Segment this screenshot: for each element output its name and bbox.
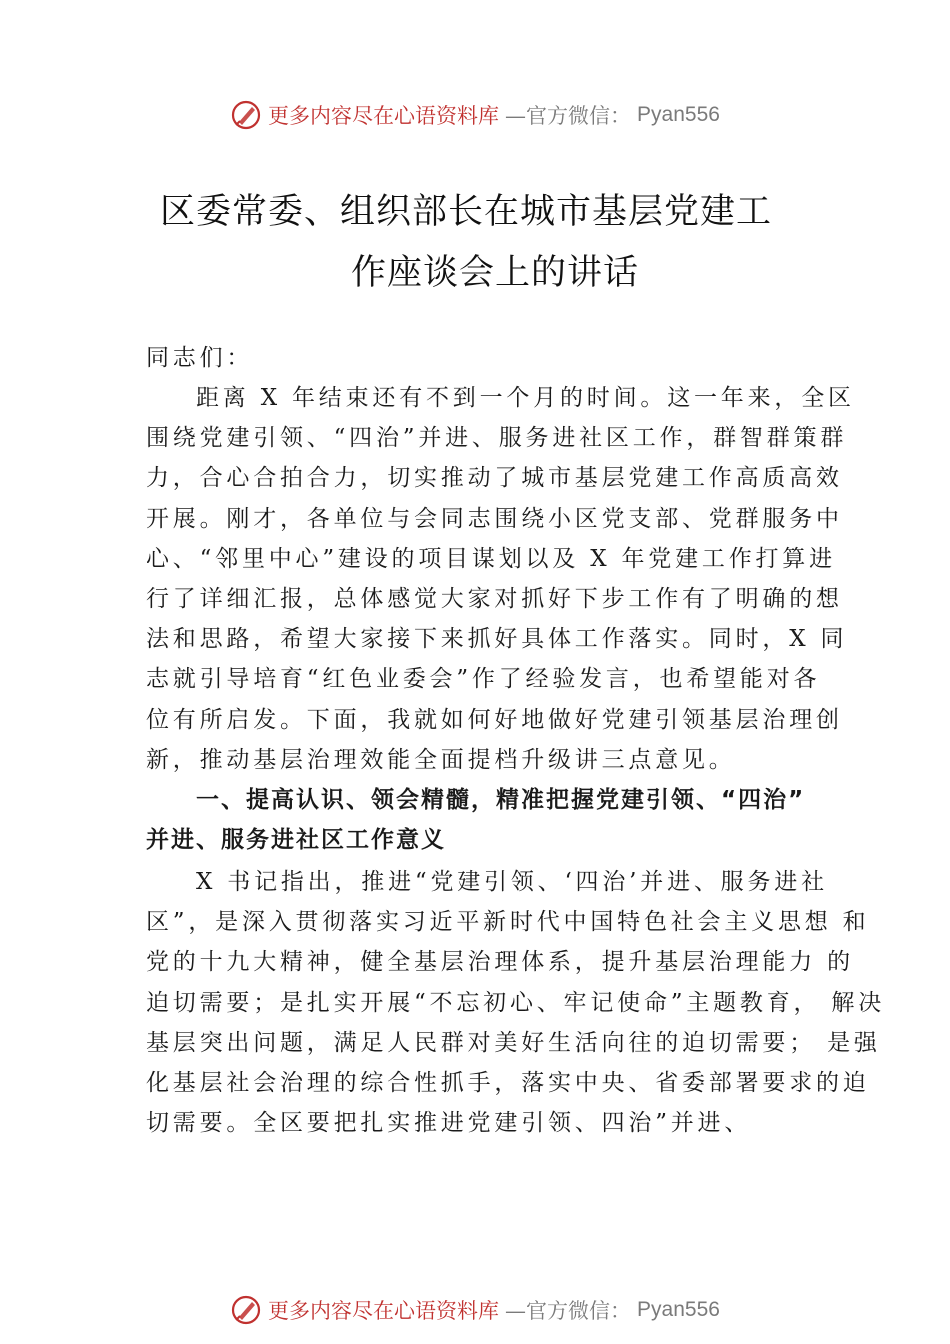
watermark-banner-bottom bbox=[0, 1290, 950, 1330]
paragraph-2 bbox=[146, 862, 886, 1143]
section-heading-1 bbox=[146, 780, 836, 860]
heading-line: 一、提高认识、领会精髓，精准把握党建引领、“四治” bbox=[196, 787, 806, 813]
paragraph-line: 基层突出问题，满足人民群对美好生活向往的迫切需要； 是强 bbox=[146, 1029, 881, 1056]
pen-circle-logo-icon bbox=[230, 99, 262, 131]
paragraph-1 bbox=[146, 378, 855, 780]
paragraph-line: 党的十九大精神，健全基层治理体系，提升基层治理能力 的 bbox=[146, 949, 854, 976]
paragraph-line: 迫切需要；是扎实开展“不忘初心、牢记使命”主题教育， 解决 bbox=[146, 989, 886, 1016]
paragraph-line: 切需要。全区要把扎实推进党建引领、四治”并进、 bbox=[146, 1110, 752, 1137]
paragraph-line: 心、“邻里中心”建设的项目谋划以及 X 年党建工作打算进 bbox=[146, 545, 836, 572]
pen-circle-logo-icon bbox=[230, 1294, 262, 1326]
paragraph-line: 位有所启发。下面，我就如何好地做好党建引领基层治理创 bbox=[146, 706, 843, 733]
watermark-text-gray: —官方微信： bbox=[505, 1299, 632, 1323]
paragraph-line: 化基层社会治理的综合性抓手，落实中央、省委部署要求的迫 bbox=[146, 1070, 870, 1097]
paragraph-line: 开展。刚才，各单位与会同志围绕小区党支部、党群服务中 bbox=[146, 505, 843, 532]
heading-line: 并进、服务进社区工作意义 bbox=[146, 827, 446, 854]
paragraph-line: X 书记指出，推进“党建引领、‘四治’并进、服务进社 bbox=[196, 869, 828, 895]
paragraph-line: 距离 X 年结束还有不到一个月的时间。这一年来，全区 bbox=[196, 385, 855, 411]
paragraph-line: 力，合心合拍合力，切实推动了城市基层党建工作高质高效 bbox=[146, 465, 843, 492]
paragraph-line: 行了详细汇报，总体感觉大家对抓好下步工作有了明确的想 bbox=[146, 586, 843, 613]
watermark-text-red: 更多内容尽在心语资料库 bbox=[268, 1299, 500, 1323]
watermark-text-red: 更多内容尽在心语资料库 bbox=[268, 104, 500, 128]
document-title-line-1: 区委常委、组织部长在城市基层党建工 bbox=[160, 192, 773, 232]
document-title-line-2: 作座谈会上的讲话 bbox=[350, 253, 639, 293]
watermark-text-gray: —官方微信： bbox=[505, 104, 632, 128]
watermark-id: Pyan556 bbox=[637, 103, 720, 126]
paragraph-line: 围绕党建引领、“四治”并进、服务进社区工作，群智群策群 bbox=[146, 425, 848, 452]
paragraph-line: 志就引导培育“红色业委会”作了经验发言，也希望能对各 bbox=[146, 666, 821, 693]
watermark-banner-top bbox=[0, 95, 950, 135]
paragraph-line: 法和思路，希望大家接下来抓好具体工作落实。同时，X 同 bbox=[146, 626, 848, 653]
watermark-id: Pyan556 bbox=[637, 1298, 720, 1321]
paragraph-line: 新，推动基层治理效能全面提档升级讲三点意见。 bbox=[146, 746, 736, 773]
paragraph-line: 区”，是深入贯彻落实习近平新时代中国特色社会主义思想 和 bbox=[146, 909, 870, 936]
greeting: 同志们： bbox=[146, 345, 254, 371]
